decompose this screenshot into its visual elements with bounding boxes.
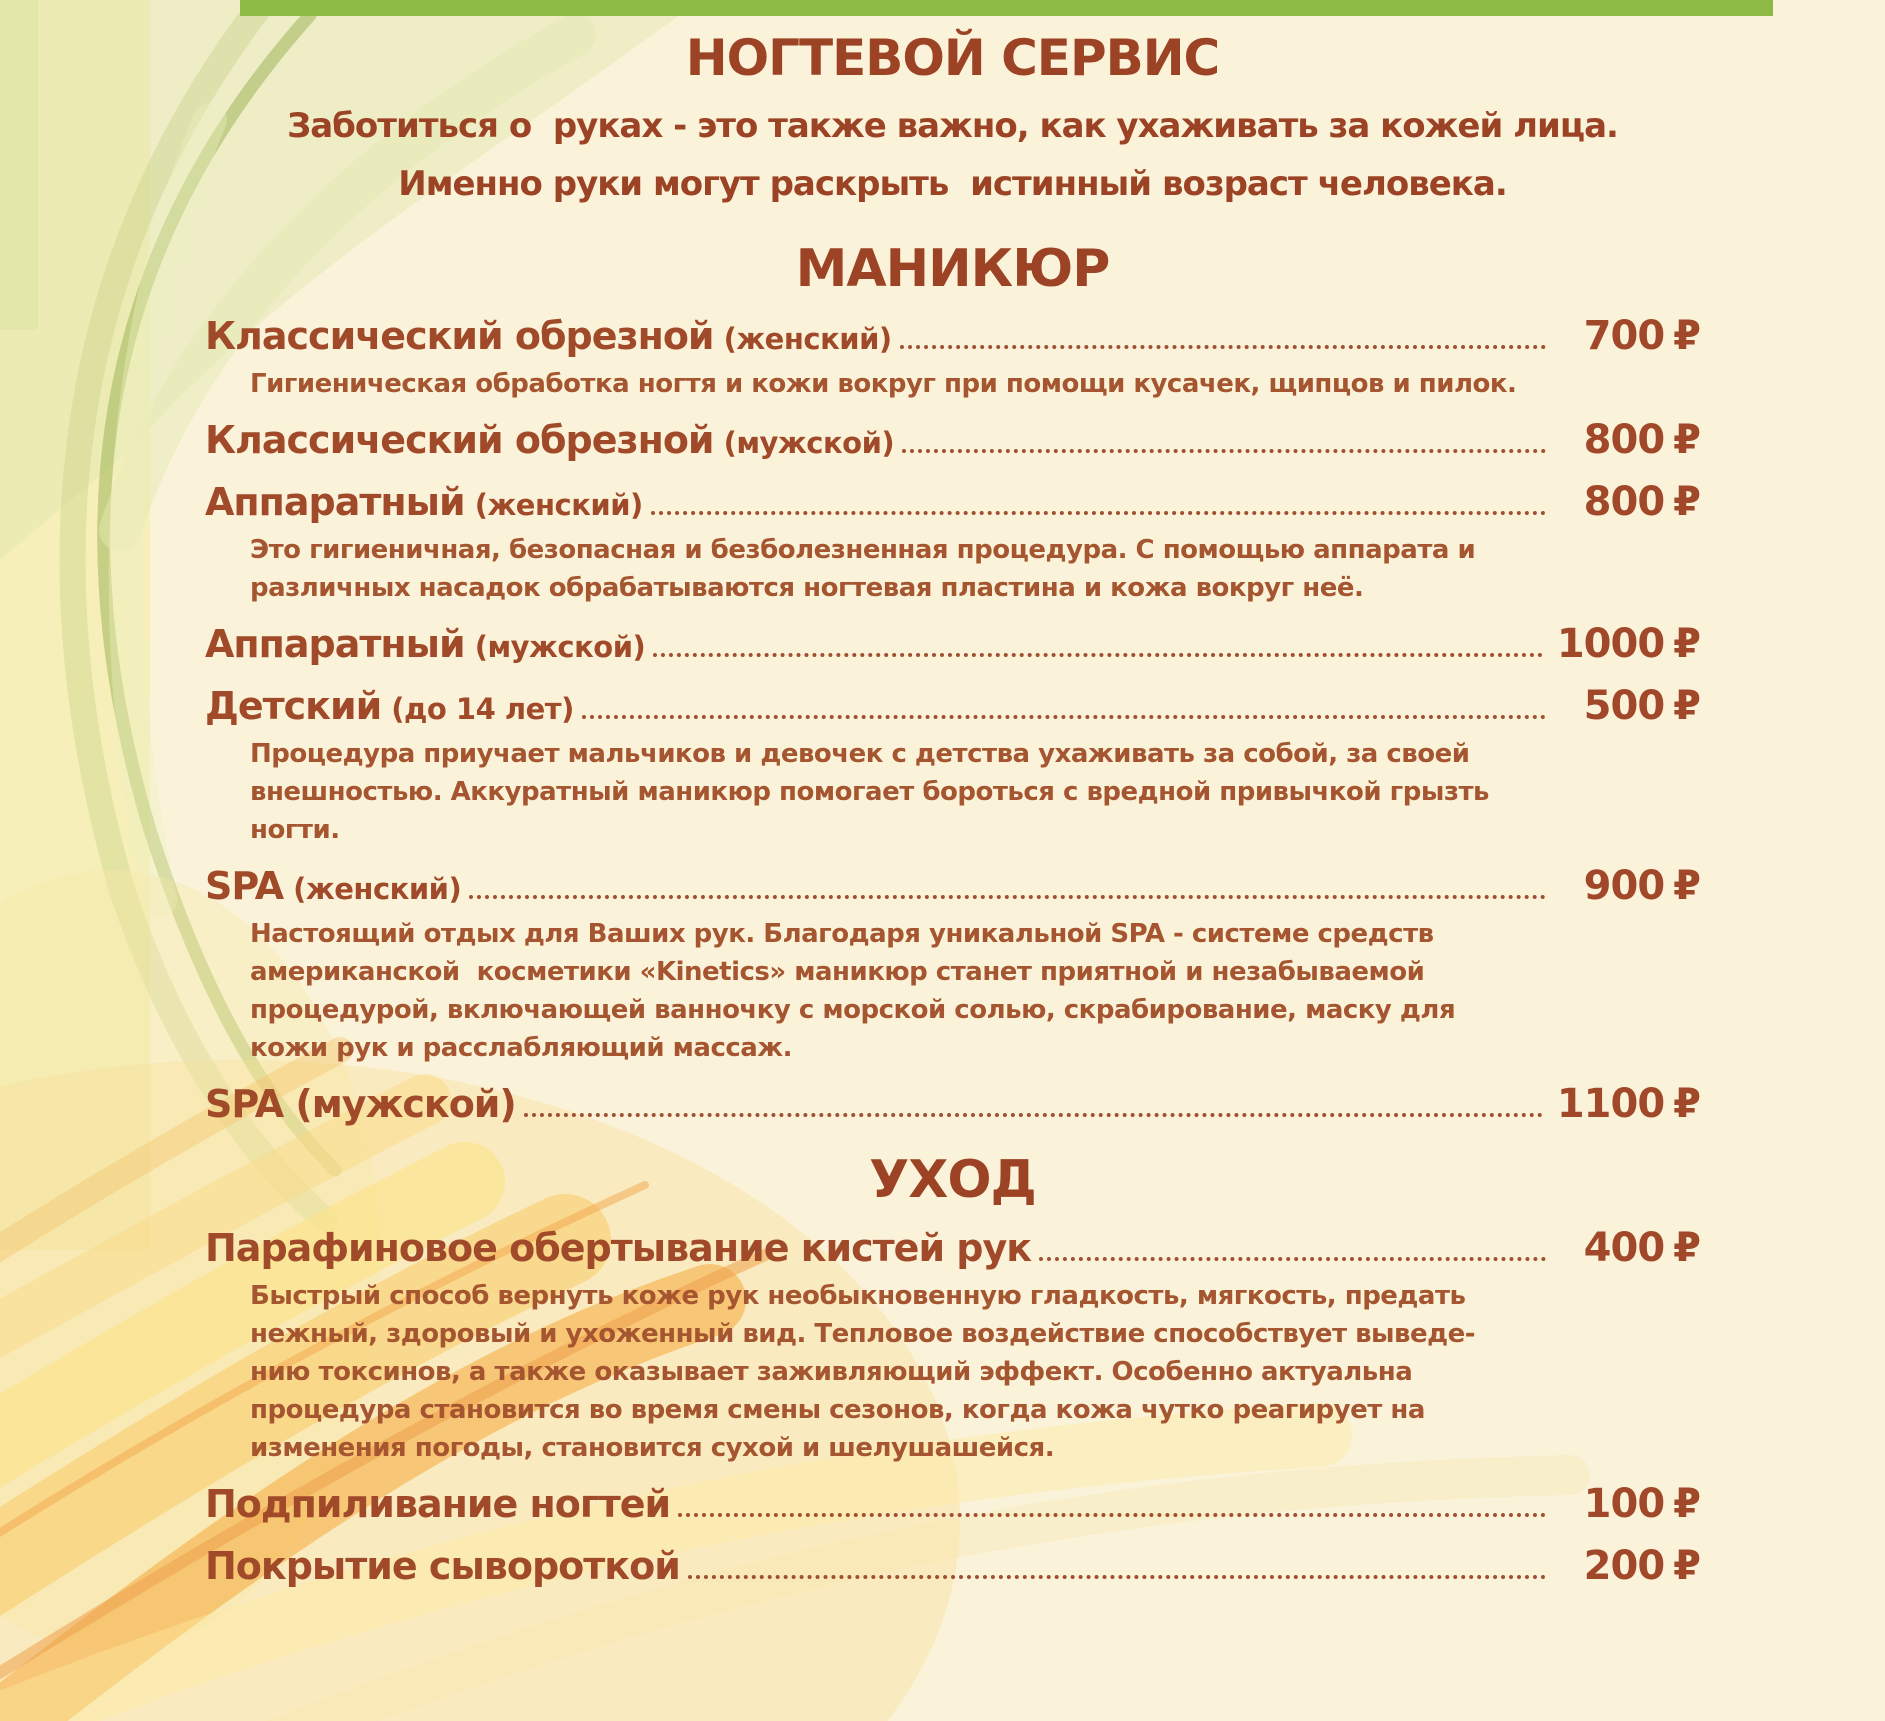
- currency-symbol: ₽: [1673, 479, 1700, 526]
- menu-item-row: [205, 311, 1700, 361]
- description-line: различных насадок обрабатываются ногтевая пластина и кожа вокруг неё.: [250, 573, 1364, 604]
- item-name: Детский: [205, 684, 382, 729]
- menu-item-row: [205, 681, 1700, 731]
- item-note: (женский): [474, 488, 643, 523]
- currency-symbol: ₽: [1673, 1225, 1700, 1272]
- item-name: SPA: [205, 864, 284, 909]
- page-title: НОГТЕВОЙ СЕРВИС: [685, 29, 1220, 87]
- menu-item-row: [205, 477, 1700, 527]
- price-value: 1000: [1556, 621, 1665, 668]
- currency-symbol: ₽: [1673, 1081, 1700, 1128]
- item-description: [250, 531, 1700, 607]
- item-price: [1560, 861, 1700, 911]
- menu-item-row: [205, 1223, 1700, 1273]
- item-description: [250, 365, 1700, 403]
- description-line: нию токсинов, а также оказывает заживляющий эффект. Особенно актуальна: [250, 1357, 1413, 1388]
- description-line: изменения погоды, становится сухой и шелушашейся.: [250, 1433, 1055, 1464]
- currency-symbol: ₽: [1673, 863, 1700, 910]
- item-price: [1560, 311, 1700, 361]
- item-price: [1560, 477, 1700, 527]
- item-note: (женский): [723, 322, 892, 357]
- section-heading-manicure: МАНИКЮР: [795, 238, 1110, 299]
- currency-symbol: ₽: [1673, 621, 1700, 668]
- dotted-leader: [524, 1113, 1543, 1117]
- description-line: нежный, здоровый и ухоженный вид. Тепловое воздействие способствует выведе-: [250, 1319, 1476, 1350]
- menu-item-row: [205, 1079, 1700, 1129]
- dotted-leader: [688, 1575, 1546, 1579]
- dotted-leader: [582, 715, 1546, 719]
- item-note: (женский): [293, 872, 462, 907]
- item-note: (до 14 лет): [391, 692, 574, 727]
- item-name: Аппаратный: [205, 480, 465, 525]
- price-value: 500: [1583, 683, 1665, 730]
- menu-item-row: [205, 1541, 1700, 1591]
- description-line: процедурой, включающей ванночку с морской солью, скрабирование, маску для: [250, 995, 1456, 1026]
- dotted-leader: [469, 895, 1546, 899]
- item-price: [1557, 1079, 1700, 1129]
- description-line: американской косметики «Kinetics» маникюр станет приятной и незабываемой: [250, 957, 1425, 988]
- item-name: Аппаратный: [205, 622, 465, 667]
- intro-text: [205, 98, 1700, 214]
- item-price: [1560, 681, 1700, 731]
- menu-item-row: [205, 1479, 1700, 1529]
- item-note: (мужской): [474, 630, 646, 665]
- price-value: 400: [1583, 1225, 1665, 1272]
- dotted-leader: [651, 511, 1546, 515]
- price-value: 1100: [1556, 1081, 1665, 1128]
- price-value: 700: [1583, 313, 1665, 360]
- item-name: SPA (мужской): [205, 1082, 516, 1127]
- currency-symbol: ₽: [1673, 417, 1700, 464]
- menu-item-row: [205, 415, 1700, 465]
- price-value: 100: [1583, 1481, 1665, 1528]
- dotted-leader: [653, 653, 1543, 657]
- description-line: кожи рук и расслабляющий массаж.: [250, 1033, 793, 1064]
- description-line: Гигиеническая обработка ногтя и кожи вокруг при помощи кусачек, щипцов и пилок.: [250, 369, 1517, 400]
- intro-line: Именно руки могут раскрыть истинный возраст человека.: [398, 163, 1507, 204]
- item-description: [250, 735, 1700, 849]
- description-line: Процедура приучает мальчиков и девочек с детства ухаживать за собой, за своей: [250, 739, 1470, 770]
- description-line: процедура становится во время смены сезонов, когда кожа чутко реагирует на: [250, 1395, 1425, 1426]
- dotted-leader: [678, 1513, 1546, 1517]
- item-price: [1557, 619, 1700, 669]
- currency-symbol: ₽: [1673, 313, 1700, 360]
- price-value: 800: [1583, 417, 1665, 464]
- description-line: Быстрый способ вернуть коже рук необыкновенную гладкость, мягкость, предать: [250, 1281, 1466, 1312]
- currency-symbol: ₽: [1673, 1481, 1700, 1528]
- dotted-leader: [1039, 1257, 1546, 1261]
- item-name: Парафиновое обертывание кистей рук: [205, 1226, 1032, 1271]
- description-line: Это гигиеничная, безопасная и безболезненная процедура. С помощью аппарата и: [250, 535, 1476, 566]
- price-value: 800: [1583, 479, 1665, 526]
- dotted-leader: [902, 449, 1546, 453]
- description-line: ногти.: [250, 815, 340, 846]
- price-value: 200: [1583, 1543, 1665, 1590]
- item-price: [1560, 1223, 1700, 1273]
- currency-symbol: ₽: [1673, 683, 1700, 730]
- item-name: Подпиливание ногтей: [205, 1482, 671, 1527]
- item-description: [250, 915, 1700, 1067]
- item-name: Покрытие сывороткой: [205, 1544, 680, 1589]
- item-name: Классический обрезной: [205, 314, 714, 359]
- item-price: [1560, 1479, 1700, 1529]
- menu-item-row: [205, 861, 1700, 911]
- item-price: [1560, 1541, 1700, 1591]
- item-note: (мужской): [723, 426, 895, 461]
- menu-content: [205, 0, 1700, 1595]
- intro-line: Заботиться о руках - это также важно, как ухаживать за кожей лица.: [287, 106, 1618, 146]
- menu-item-row: [205, 619, 1700, 669]
- price-value: 900: [1583, 863, 1665, 910]
- description-line: Настоящий отдых для Ваших рук. Благодаря уникальной SPA - системе средств: [250, 919, 1434, 950]
- item-description: [250, 1277, 1700, 1467]
- item-name: Классический обрезной: [205, 418, 714, 463]
- currency-symbol: ₽: [1673, 1543, 1700, 1590]
- item-price: [1560, 415, 1700, 465]
- dotted-leader: [900, 345, 1546, 349]
- section-heading-care: УХОД: [869, 1150, 1036, 1211]
- description-line: внешностью. Аккуратный маникюр помогает бороться с вредной привычкой грызть: [250, 777, 1489, 808]
